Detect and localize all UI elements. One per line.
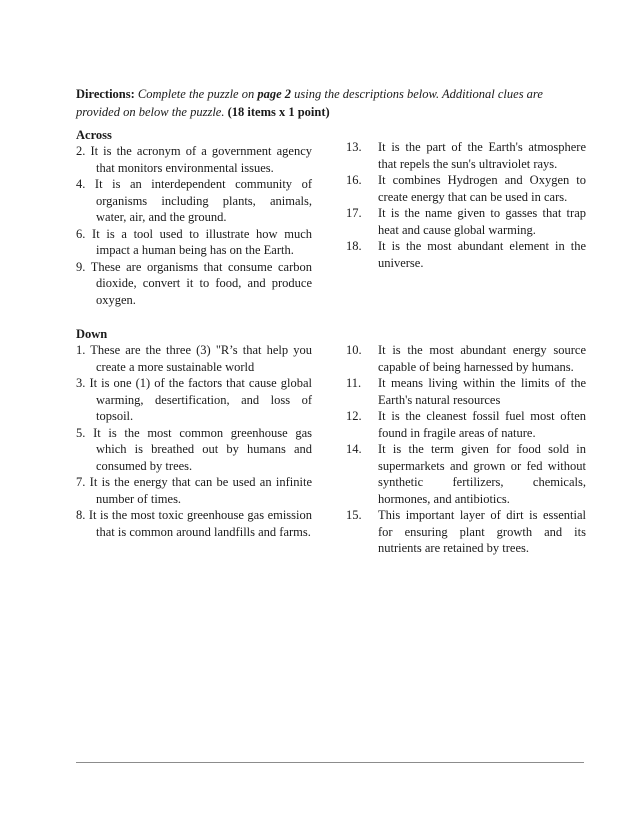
- clue-text: It is the most abundant energy source capable of being harnessed by humans.: [378, 343, 586, 374]
- clue-number: 12.: [346, 409, 362, 423]
- clue-number: 2.: [76, 144, 86, 158]
- footer-divider: [76, 762, 584, 763]
- down-clue-3: [76, 375, 312, 425]
- down-clue-8: [76, 507, 312, 540]
- clue-number: 13.: [346, 140, 362, 154]
- clue-text: It is an interdependent community of organisms including plants, animals, water, air, and the ground.: [94, 177, 313, 224]
- across-right-column: [346, 139, 586, 308]
- clue-text: It is the most toxic greenhouse gas emission that is common around landfills and farms.: [88, 508, 313, 539]
- clue-number: 3.: [76, 376, 86, 390]
- down-clue-11: [346, 375, 586, 408]
- across-clue-6: [76, 226, 312, 259]
- clue-number: 6.: [76, 226, 86, 241]
- clue-text: It is one (1) of the factors that cause global warming, desertification, and loss of topsoil.: [89, 376, 312, 423]
- down-section: [76, 326, 586, 557]
- clue-text: It is the most abundant element in the universe.: [378, 239, 586, 270]
- clue-text: It is the term given for food sold in supermarkets and grown or fed without synthetic fertilizers, chemicals, hormones, and antibiotics.: [378, 442, 586, 506]
- clue-number: 11.: [346, 376, 362, 390]
- clue-number: 18.: [346, 239, 362, 253]
- clue-number: 7.: [76, 475, 86, 489]
- directions-page-ref: page 2: [257, 87, 292, 101]
- clue-number: 8.: [76, 508, 86, 522]
- clue-text: This important layer of dirt is essential for ensuring plant growth and its nutrients are retained by trees.: [378, 508, 586, 555]
- clue-number: 1.: [76, 343, 86, 357]
- across-clue-2: [76, 143, 312, 176]
- clue-text: It is the acronym of a government agency that monitors environmental issues.: [90, 144, 312, 175]
- clue-number: 16.: [346, 173, 362, 187]
- clue-number: 4.: [76, 177, 86, 191]
- across-clue-13: [346, 139, 586, 172]
- directions-paragraph: [76, 85, 586, 121]
- down-right-column: [346, 342, 586, 557]
- down-clue-12: [346, 408, 586, 441]
- worksheet-page: [76, 85, 586, 557]
- clue-number: 5.: [76, 425, 86, 440]
- clue-text: It is the name given to gasses that trap heat and cause global warming.: [378, 206, 586, 237]
- down-left-column: [76, 326, 312, 557]
- across-clue-9: [76, 259, 312, 309]
- across-title: Across: [76, 128, 112, 142]
- across-section: [76, 127, 586, 308]
- clue-text: It is the energy that can be used an infinite number of times.: [89, 475, 313, 506]
- across-clue-16: [346, 172, 586, 205]
- clue-text: It means living within the limits of the Earth's natural resources: [378, 376, 586, 407]
- clue-text: It is the most common greenhouse gas which is breathed out by humans and consumed by trees.: [93, 425, 313, 473]
- clue-text: It is a tool used to illustrate how much impact a human being has on the Earth.: [92, 226, 313, 257]
- down-clue-5: [76, 425, 312, 475]
- directions-text-after: using the descriptions below. Additional clues are provided on below the puzzle.: [76, 87, 543, 119]
- directions-text-before: Complete the puzzle on: [134, 87, 258, 101]
- down-clue-15: [346, 507, 586, 557]
- directions-label: Directions:: [76, 87, 135, 101]
- clue-text: It is the part of the Earth's atmosphere that repels the sun's ultraviolet rays.: [378, 140, 586, 171]
- down-clue-7: [76, 474, 312, 507]
- down-clue-10: [346, 342, 586, 375]
- down-clue-1: [76, 342, 312, 375]
- clue-number: 17.: [346, 206, 362, 220]
- across-clue-4: [76, 176, 312, 226]
- down-clue-14: [346, 441, 586, 507]
- across-left-column: [76, 127, 312, 308]
- clue-text: These are the three (3) "R’s that help you create a more sustainable world: [90, 343, 312, 374]
- clue-number: 15.: [346, 508, 362, 522]
- down-title: Down: [76, 327, 108, 341]
- clue-number: 9.: [76, 259, 86, 274]
- across-clue-18: [346, 238, 586, 271]
- directions-points: (18 items x 1 point): [227, 105, 330, 119]
- clue-number: 10.: [346, 343, 362, 357]
- clue-text: It combines Hydrogen and Oxygen to create energy that can be used in cars.: [378, 173, 586, 204]
- across-clue-17: [346, 205, 586, 238]
- clue-text: It is the cleanest fossil fuel most often found in fragile areas of nature.: [378, 409, 586, 440]
- clue-text: These are organisms that consume carbon dioxide, convert it to food, and produce oxygen.: [90, 259, 312, 307]
- clue-number: 14.: [346, 442, 362, 456]
